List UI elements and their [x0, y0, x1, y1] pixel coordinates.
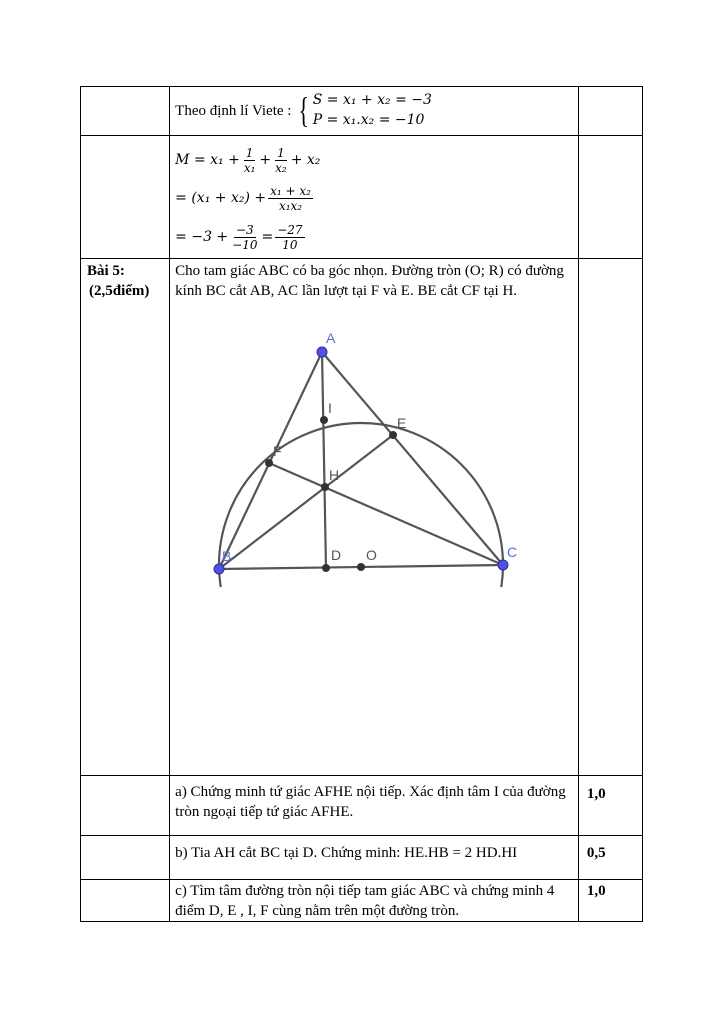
m-line-1-lhs: M = x₁ +: [175, 152, 240, 168]
label-b: B: [222, 548, 232, 564]
table-row: [81, 136, 643, 259]
problem-number: Bài 5:: [87, 263, 125, 279]
part-b-cell: [170, 836, 579, 880]
label-f: F: [273, 443, 282, 459]
m-line-2: [175, 178, 573, 218]
problem-statement: Cho tam giác ABC có ba góc nhọn. Đường tròn (O; R) có đường kính BC cắt AB, AC lần lượt tại F và E. BE cắt CF tại H.: [175, 263, 564, 299]
point-b: [214, 564, 224, 574]
sum-equation: S = x₁ + x₂ = −3: [312, 92, 432, 108]
part-a-text: a) Chứng minh tứ giác AFHE nội tiếp. Xác định tâm I của đường tròn ngoại tiếp tứ giác AFHE.: [175, 784, 566, 820]
fraction: $\frac{1}{\text{x₂}}$: [275, 145, 287, 175]
table-row: [81, 259, 643, 776]
brace-symbol: {: [298, 90, 310, 130]
part-a-score: [578, 776, 642, 836]
fraction: $\frac{-3}{-10}$: [232, 222, 258, 252]
label-o: O: [366, 547, 378, 563]
empty-cell: [578, 87, 642, 136]
problem-cell: [170, 259, 579, 776]
score-value: 1,0: [586, 883, 606, 899]
part-c-cell: [170, 880, 579, 922]
segment-ac: [322, 352, 503, 565]
empty-cell: [578, 136, 642, 259]
label-c: C: [507, 544, 518, 560]
point-d: [322, 564, 330, 572]
product-equation: P = x₁.x₂ = −10: [312, 112, 425, 128]
score-value: 0,5: [586, 845, 606, 861]
m-line-2-lhs: = (x₁ + x₂) +: [175, 190, 267, 206]
m-line-3-lhs: = −3 +: [175, 229, 229, 245]
computation-cell: [170, 136, 579, 259]
m-line-3: = −3 + $\frac{-3}{-10}$ = $\frac{-27}{10}$: [175, 222, 303, 252]
geometry-figure: [170, 327, 576, 587]
point-i: [320, 416, 328, 424]
empty-cell: [81, 776, 170, 836]
problem-points: (2,5điểm): [89, 283, 150, 299]
label-e: E: [397, 415, 407, 431]
table-row: [81, 776, 643, 836]
label-i: I: [328, 400, 333, 416]
point-a: [317, 347, 327, 357]
label-a: A: [326, 330, 336, 346]
empty-cell: [81, 836, 170, 880]
label-d: D: [331, 547, 342, 563]
segment-ad: [322, 352, 326, 568]
point-e: [389, 431, 397, 439]
empty-cell: [578, 259, 642, 776]
label-h: H: [329, 467, 340, 483]
viete-text: Theo định lí Viete :: [175, 103, 292, 119]
fraction: $\frac{1}{\text{x₁}}$: [243, 145, 256, 175]
solution-table: [80, 86, 643, 922]
circle-o: [219, 423, 503, 587]
viete-cell: [170, 87, 579, 136]
part-c-text: c) Tìm tâm đường tròn nội tiếp tam giác ABC và chứng minh 4 điểm D, E , I, F cùng nằm trên một đường tròn.: [175, 883, 555, 919]
part-a-cell: [170, 776, 579, 836]
segment-cf: [269, 463, 503, 565]
m-line-1-rhs: + x₂: [290, 152, 321, 168]
fraction: $\frac{\text{x₁ + x₂}}{\text{x₁x₂}}$: [270, 183, 311, 213]
part-b-text: b) Tia AH cắt BC tại D. Chứng minh: HE.HB = 2 HD.HI: [175, 845, 518, 861]
problem-label-cell: [81, 259, 170, 776]
empty-cell: [81, 136, 170, 259]
empty-cell: [81, 880, 170, 922]
table-row: [81, 87, 643, 136]
part-b-score: [578, 836, 642, 880]
table-row: [81, 836, 643, 880]
score-value: 1,0: [586, 786, 606, 802]
part-c-score: [578, 880, 642, 922]
empty-cell: [81, 87, 170, 136]
fraction: $\frac{-27}{10}$: [277, 222, 303, 252]
point-h: [321, 483, 329, 491]
point-o: [357, 563, 365, 571]
point-f: [265, 459, 273, 467]
point-c: [498, 560, 508, 570]
table-row: [81, 880, 643, 922]
m-line-1: M = x₁ + $\frac{1}{\text{x₁}}$ + $\frac{1}{\text{x₂}}$ + x₂: [175, 145, 321, 175]
